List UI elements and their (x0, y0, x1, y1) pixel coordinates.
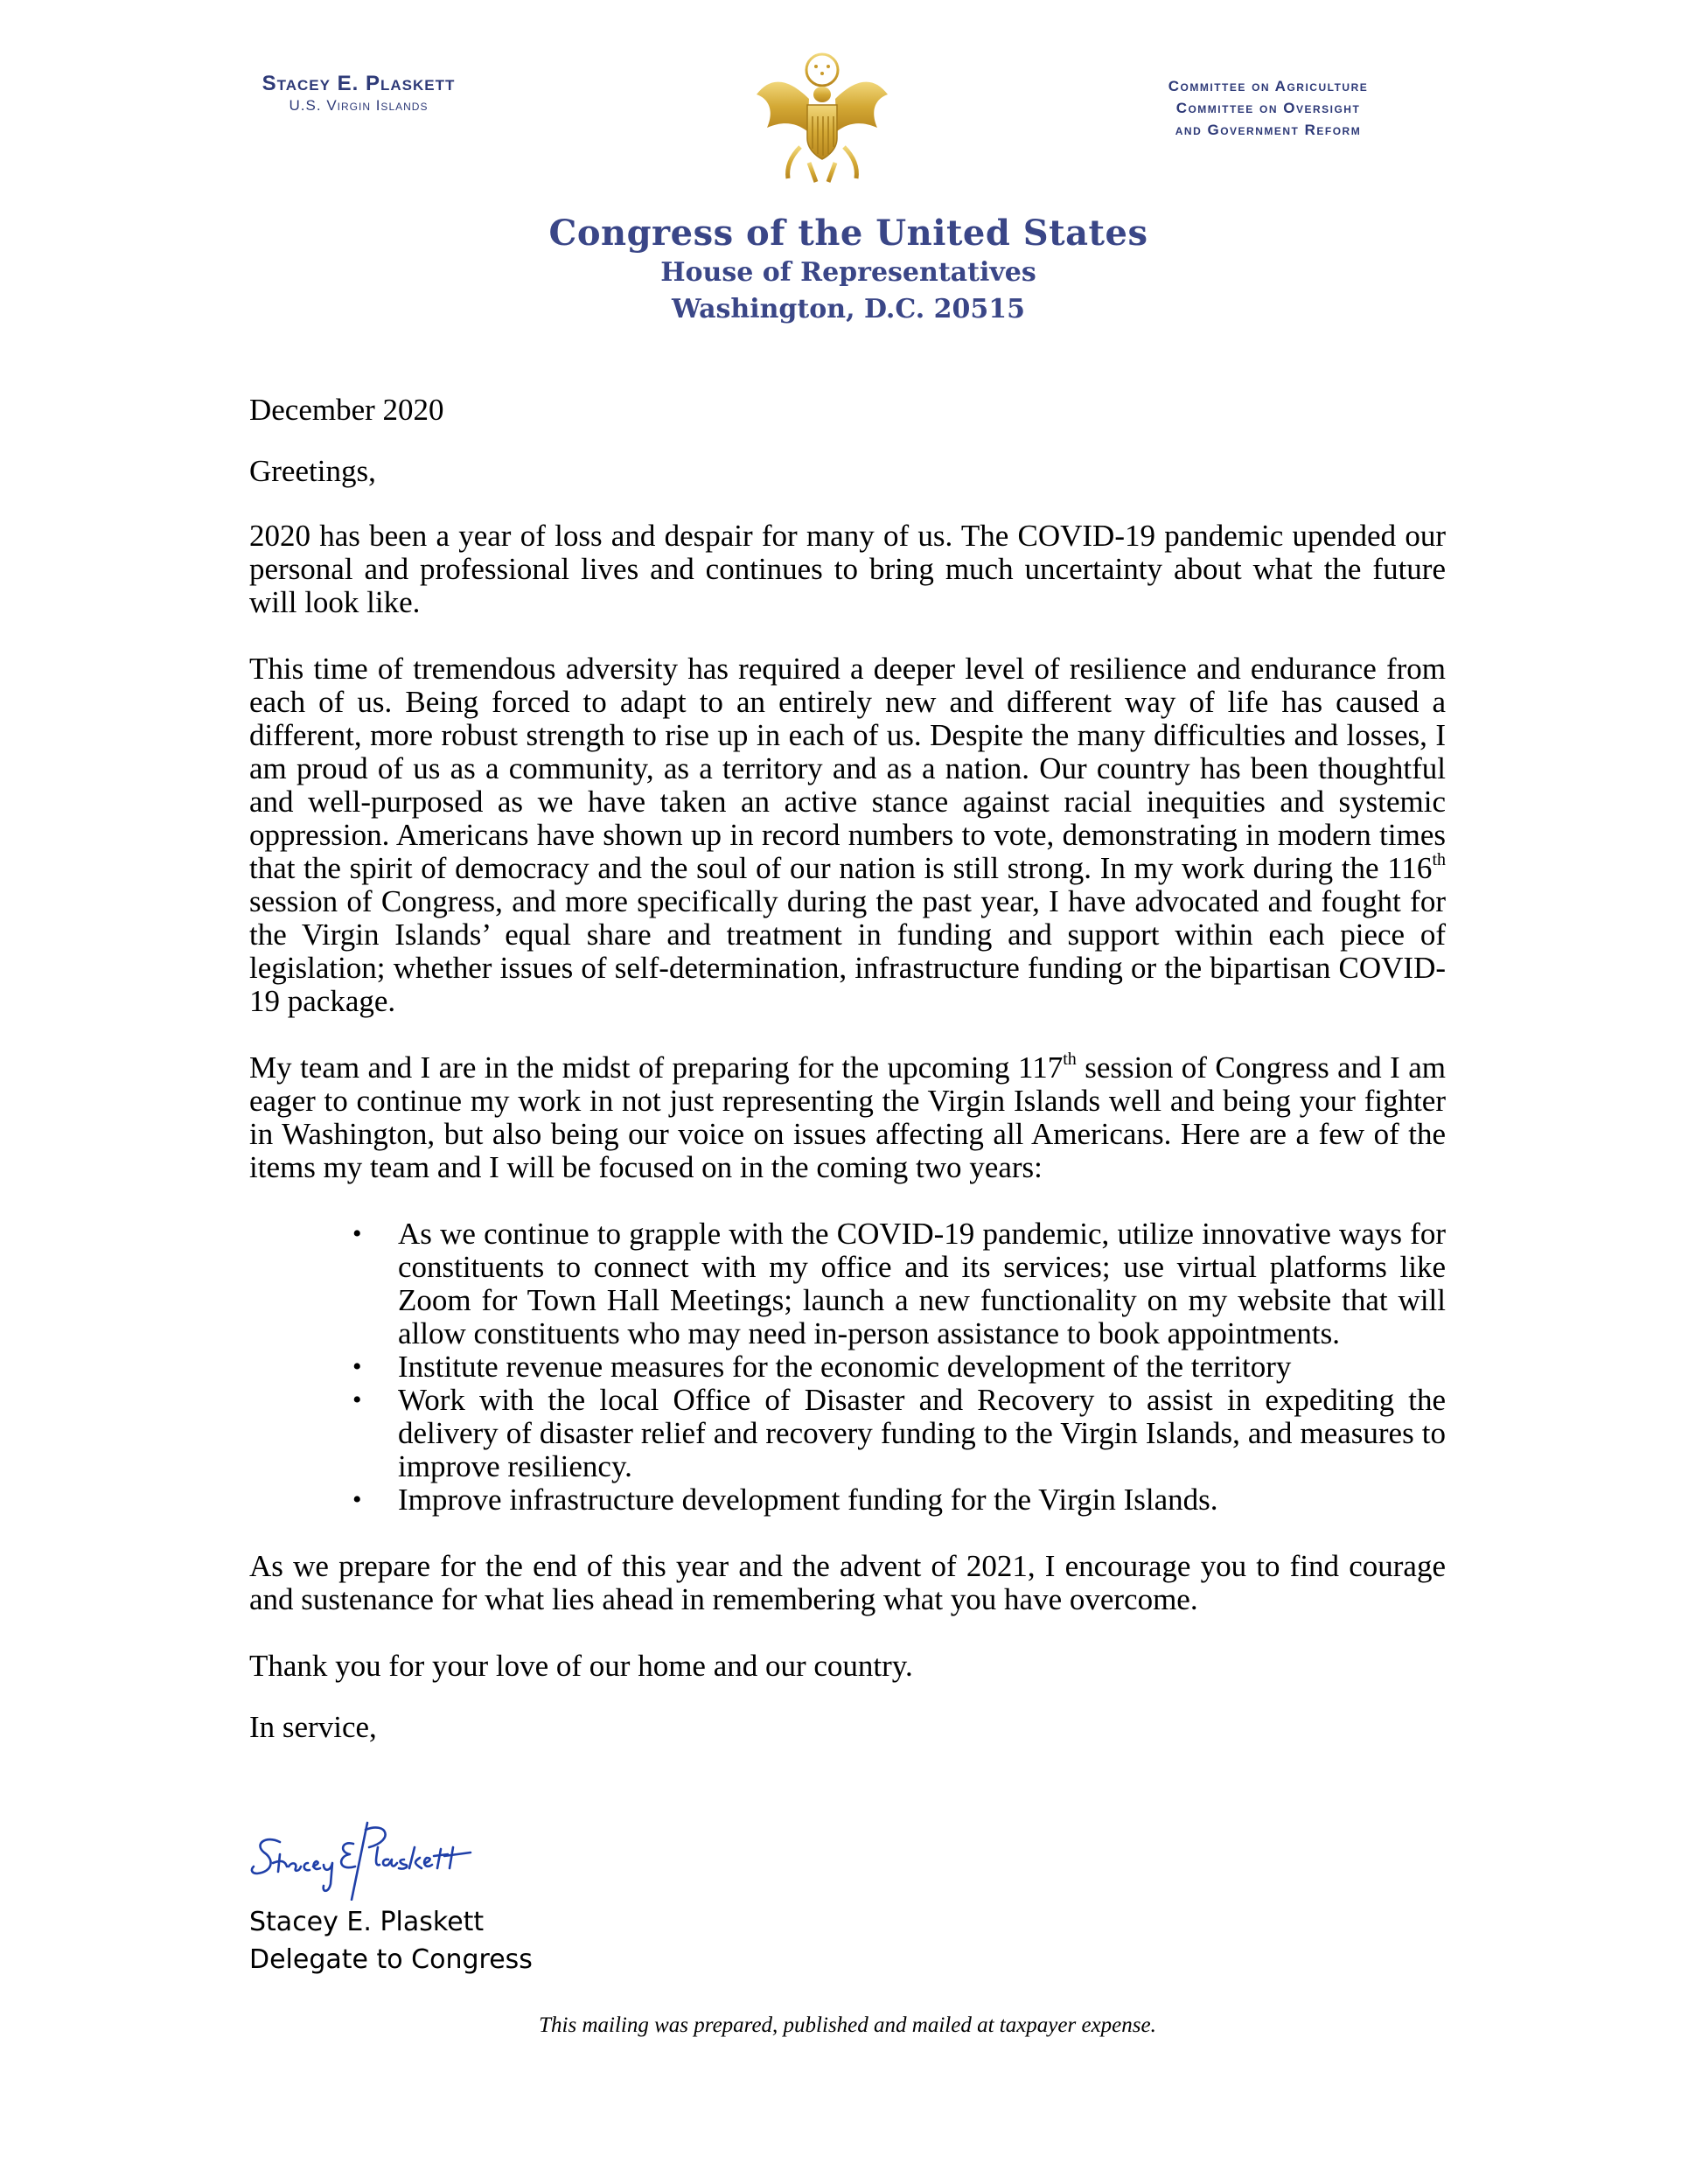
member-name: Stacey E. Plaskett (262, 72, 456, 95)
letterhead-congress (490, 212, 1207, 329)
address-line: Washington, D.C. 20515 (672, 294, 1025, 324)
list-item: • Work with the local Office of Disaster and Recovery to assist in expediting the delivery of disaster relief and recovery funding to the Virgin Islands, and measures to improve resiliency. (398, 1384, 1446, 1483)
signer-title: Delegate to Congress (249, 1944, 533, 1975)
ordinal-suffix: th (1432, 850, 1446, 870)
committee-line: Committee on Oversight (1175, 100, 1361, 116)
congress-title: Congress of the United States (548, 213, 1148, 254)
handwritten-signature (247, 1809, 474, 1901)
paragraph-4: As we prepare for the end of this year and the advent of 2021, I encourage you to find courage and sustenance for what lies ahead in remembering what you have overcome. (249, 1549, 1446, 1616)
paragraph-2 (249, 652, 1446, 1018)
paragraph-3-text-b: session of Congress and I am eager to continue my work in not just representing the Virgin Islands well and being your fighter in Washington, but also being our voice on issues affecting all Americans. Here are a few of the items my team and I will be focused on in the coming two years: (249, 1050, 1446, 1184)
paragraph-1: 2020 has been a year of loss and despair for many of us. The COVID-19 pandemic upended our personal and professional lives and continues to bring much uncertainty about what the future will look like. (249, 519, 1446, 619)
focus-items-list (249, 1218, 1446, 1517)
letterhead-member (214, 72, 503, 115)
great-seal-eagle-icon (748, 51, 896, 191)
committee-line: Committee on Agriculture (1168, 78, 1369, 94)
signer-name: Stacey E. Plaskett (249, 1907, 485, 1937)
letter-date: December 2020 (249, 393, 444, 427)
letterhead-committees (1093, 75, 1443, 141)
paragraph-3-text-a: My team and I are in the midst of preparing for the upcoming 117 (249, 1050, 1064, 1085)
franking-disclaimer: This mailing was prepared, published and mailed at taxpayer expense. (539, 2013, 1156, 2037)
list-item: • As we continue to grapple with the COVID-19 pandemic, utilize innovative ways for constituents to connect with my office and its services; use virtual platforms like Zoom for Town Hall Meetings; launch a new functionality on my website that will allow constituents who may need in-person assistance to book appointments. (398, 1218, 1446, 1350)
signature-block (249, 1903, 533, 1978)
committee-line: and Government Reform (1175, 122, 1362, 138)
member-district: U.S. Virgin Islands (289, 97, 429, 114)
list-item: • Improve infrastructure development funding for the Virgin Islands. (398, 1483, 1446, 1517)
letter-greeting: Greetings, (249, 454, 376, 488)
list-item: • Institute revenue measures for the economic development of the territory (398, 1350, 1446, 1384)
closing-line: In service, (249, 1710, 377, 1744)
paragraph-2-text-b: session of Congress, and more specifically during the past year, I have advocated and fought for the Virgin Islands’ equal share and treatment in funding and support within each piece of legislation; whether issues of self-determination, infrastructure funding or the bipartisan COVID-19 package. (249, 884, 1446, 1018)
house-title: House of Representatives (660, 257, 1036, 288)
ordinal-suffix: th (1063, 1050, 1077, 1070)
paragraph-3 (249, 1051, 1446, 1184)
letter-body (249, 394, 1446, 1744)
thanks-line: Thank you for your love of our home and our country. (249, 1649, 913, 1683)
paragraph-2-text-a: This time of tremendous adversity has required a deeper level of resilience and endurance from each of us. Being forced to adapt to an entirely new and different way of life has caused a different, more robust strength to rise up in each of us. Despite the many difficulties and losses, I am proud of us as a community, as a territory and as a nation. Our country has been thoughtful and well-purposed as we have taken an active stance against racial inequities and systemic oppression. Americans have shown up in record numbers to vote, demonstrating in modern times that the spirit of democracy and the soul of our nation is still strong. In my work during the 116 (249, 652, 1446, 885)
